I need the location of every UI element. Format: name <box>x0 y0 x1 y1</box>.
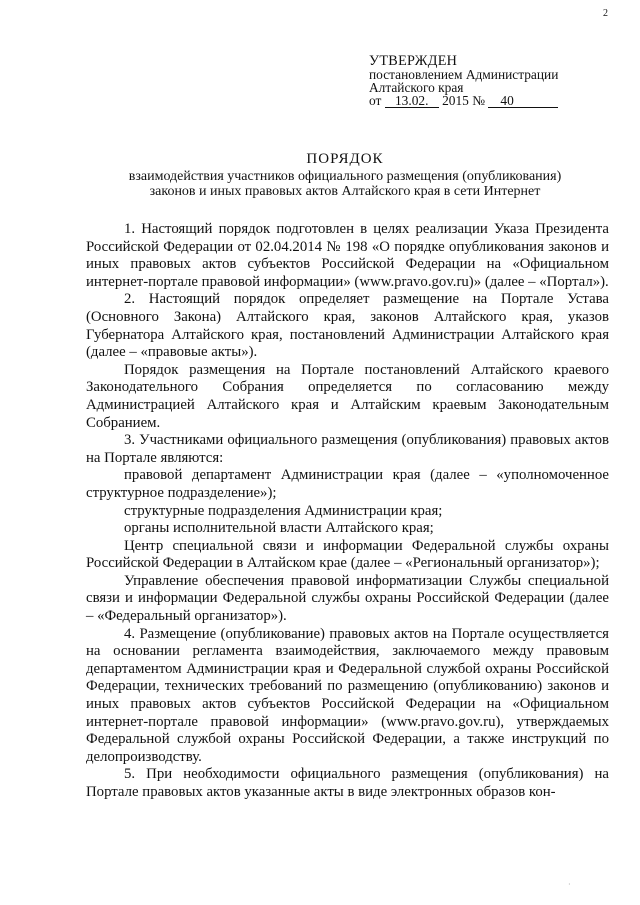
paragraph-3: 3. Участниками официального размещения (опубликования) правовых актов на Портале являются: <box>86 432 609 466</box>
scan-artifact: · <box>568 880 571 889</box>
paragraph-2-continued: Порядок размещения на Портале постановлений Алтайского краевого Законодательного Собрания определяется по согласованию между Администрацией Алтайского края и Алтайским краевым Законодательным Собранием. <box>86 361 609 431</box>
participant-structural-units: структурные подразделения Администрации края; <box>124 502 443 519</box>
participant-regional-organizer: Центр специальной связи и информации Федеральной службы охраны Российской Федерации в Алтайском крае (далее – «Региональный организатор»); <box>86 537 609 572</box>
approval-line-2: Алтайского края <box>369 80 464 95</box>
document-subtitle-line-1: взаимодействия участников официального размещения (опубликования) <box>128 169 562 184</box>
approval-year: 2015 <box>442 93 469 108</box>
paragraph-5: 5. При необходимости официального размещения (опубликования) на Портале правовых актов указанные акты в виде электронных образов кон- <box>86 766 609 800</box>
participant-federal-organizer: Управление обеспечения правовой информатизации Службы специальной связи и информации Федеральной службы охраны Российской Федерации (далее – «Федеральный организатор»). <box>86 572 609 625</box>
paragraph-1: 1. Настоящий порядок подготовлен в целях реализации Указа Президента Российской Федерации от 02.04.2014 № 198 «О порядке опубликования законов и иных правовых актов субъектов Российской Федерации на «Официальном интернет-портале правовой информации» (www.pravo.gov.ru)» (далее – «Портал»). <box>86 221 609 290</box>
paragraph-2: 2. Настоящий порядок определяет размещение на Портале Устава (Основного Закона) Алтайского края, законов Алтайского края, указов Губернатора Алтайского края, постановлений Администрации Алтайского края (далее – «правовые акты»). <box>86 291 609 361</box>
approval-stamp <box>369 55 558 108</box>
date-prefix: от <box>369 93 382 108</box>
approval-date: 13.02. <box>385 94 439 108</box>
page-number: 2 <box>603 8 608 19</box>
participant-legal-department: правовой департамент Администрации края (далее – «уполномоченное структурное подразделение»); <box>86 467 609 501</box>
paragraph-4: 4. Размещение (опубликование) правовых актов на Портале осуществляется на основании регламента взаимодействия, заключаемого между правовым департаментом Администрации края и Федеральной службой охраны Российской Федерации, технических требований по размещению (опубликованию) законов и иных правовых актов субъектов Российской Федерации на «Официальном интернет-портале правовой информации» (www.pravo.gov.ru), утверждаемых Федеральной службой охраны Российской Федерации, а также инструкций по делопроизводству. <box>86 625 609 765</box>
document-subtitle-line-2: законов и иных правовых актов Алтайского края в сети Интернет <box>149 184 541 199</box>
approval-heading: УТВЕРЖДЕН <box>369 53 458 69</box>
document-title: ПОРЯДОК <box>306 151 384 167</box>
approval-number: 40 <box>488 94 558 108</box>
number-sign: № <box>472 93 486 108</box>
approval-line-1: постановлением Администрации <box>369 67 559 82</box>
document-body <box>86 221 609 802</box>
participant-executive-bodies: органы исполнительной власти Алтайского края; <box>124 520 434 537</box>
approval-date-line <box>369 94 558 108</box>
document-title-block <box>80 152 610 199</box>
